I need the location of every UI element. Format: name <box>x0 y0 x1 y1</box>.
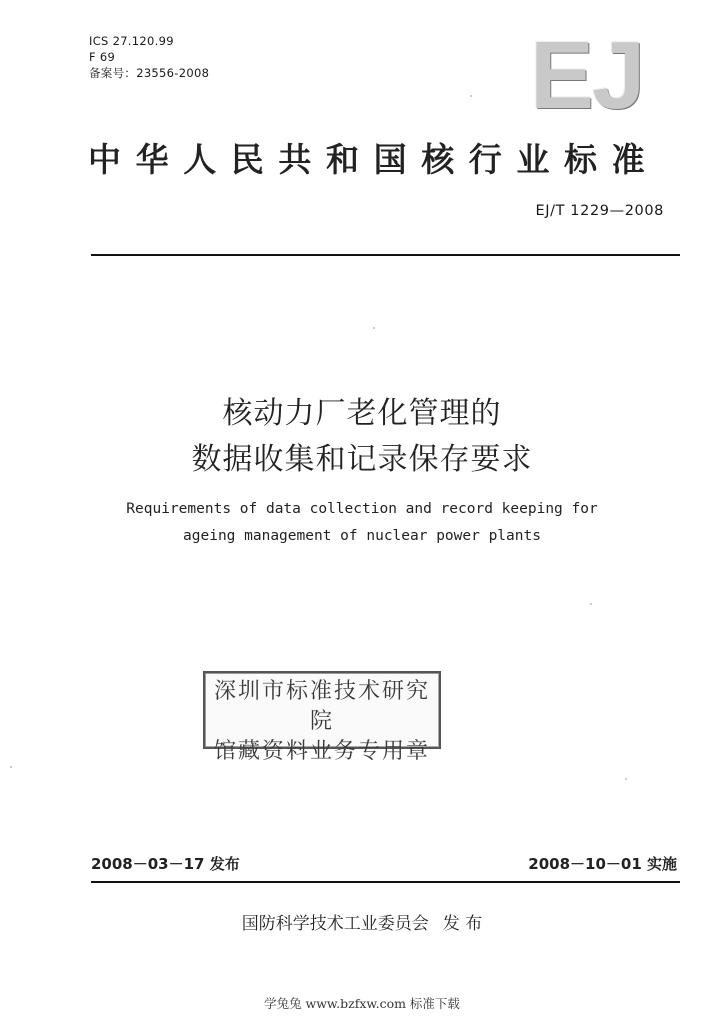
bottom-divider <box>91 881 680 883</box>
top-divider <box>91 254 680 256</box>
publisher <box>0 909 724 934</box>
en-title-line-1: Requirements of data collection and record keeping for <box>126 501 598 517</box>
ccs-code: F 69 <box>89 50 116 64</box>
stamp-line-1: 深圳市标准技术研究院 <box>213 679 430 734</box>
ics-code: ICS 27.120.99 <box>89 34 174 48</box>
publisher-name: 国防科学技术工业委员会 <box>241 914 429 934</box>
cn-title-line-2: 数据收集和记录保存要求 <box>191 442 533 477</box>
ej-logo: EJ <box>530 22 644 129</box>
stamp-line-2: 馆藏资料业务专用章 <box>213 739 430 764</box>
implementation-date: 2008－10－01 实施 <box>528 855 677 873</box>
publisher-action: 发 布 <box>442 914 483 934</box>
scan-speck <box>625 778 627 780</box>
scan-speck <box>373 327 375 329</box>
scan-speck <box>590 603 592 605</box>
national-standard-title: 中华人民共和国核行业标准 <box>88 140 660 179</box>
library-stamp <box>203 671 441 764</box>
issue-date: 2008－03－17 发布 <box>91 855 240 873</box>
scan-speck <box>10 766 12 768</box>
scan-speck <box>470 95 472 97</box>
en-title-line-2: ageing management of nuclear power plants <box>183 528 541 544</box>
cn-title-line-1: 核动力厂老化管理的 <box>222 396 502 431</box>
watermark-footer: 学兔兔 www.bzfxw.com 标准下载 <box>264 996 460 1011</box>
filing-number: 备案号：23556-2008 <box>89 66 210 80</box>
standard-number: EJ/T 1229—2008 <box>535 203 664 219</box>
